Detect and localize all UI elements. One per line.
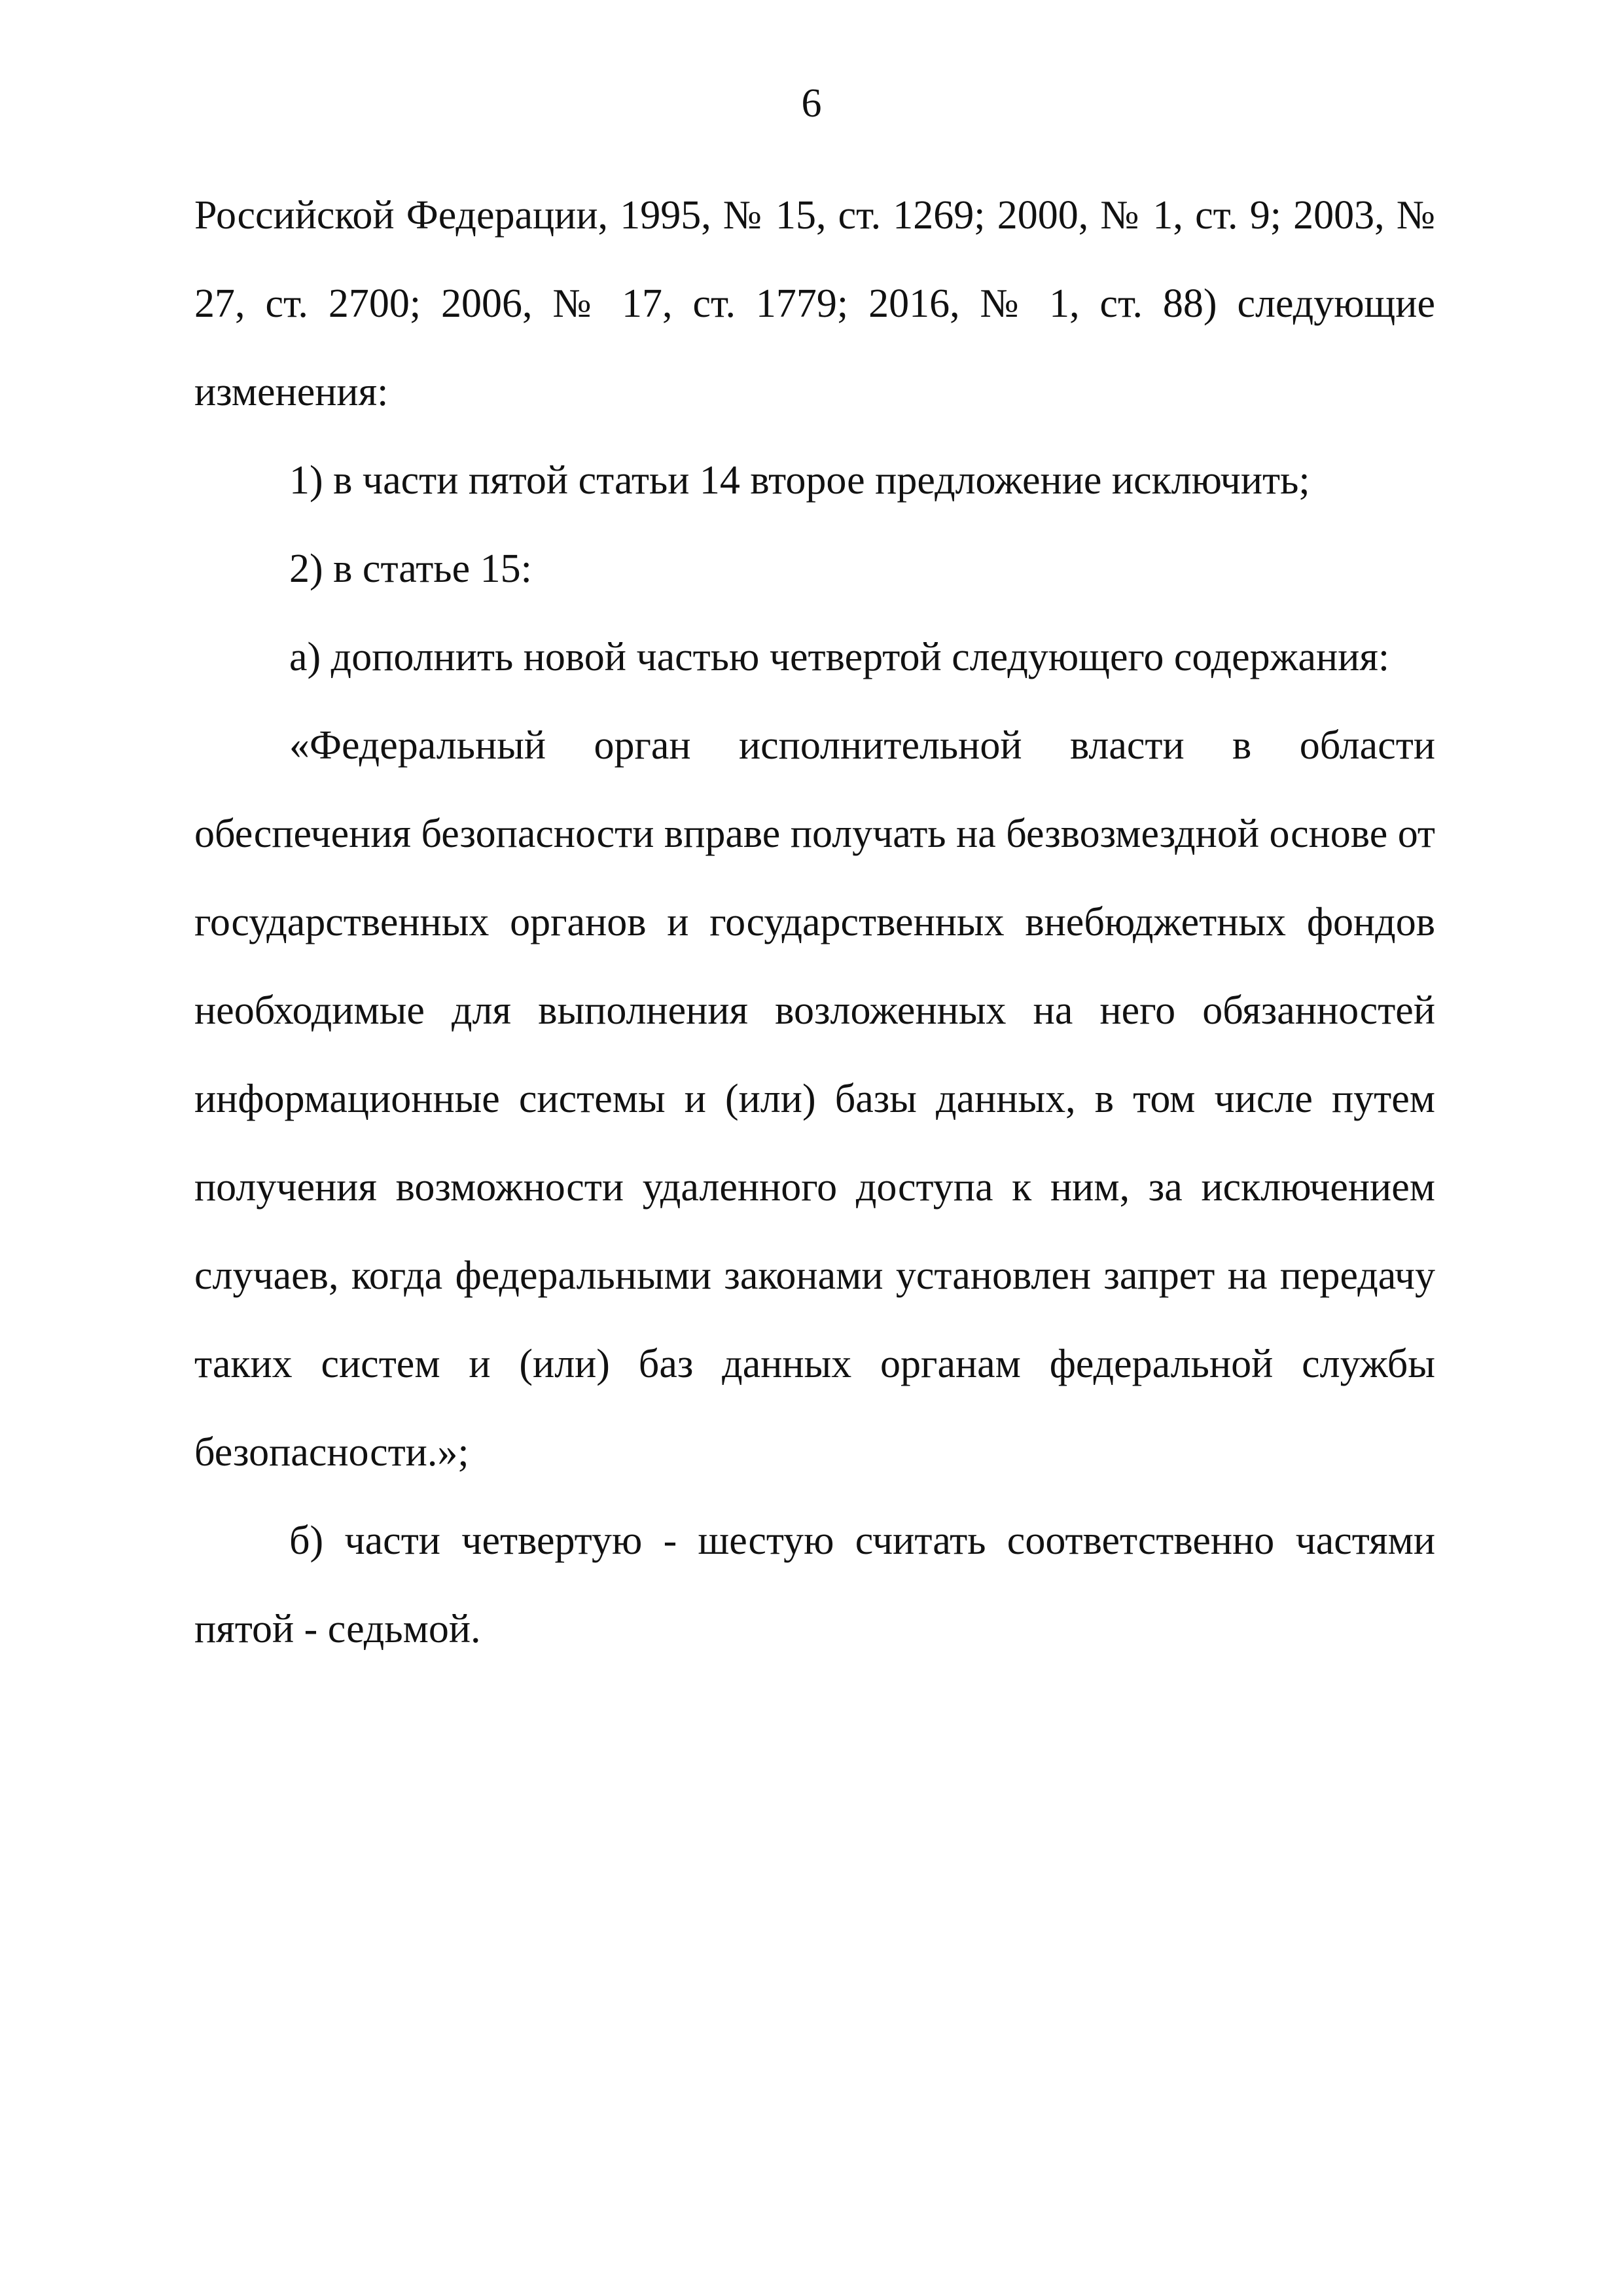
page-number: 6 [801,81,822,126]
paragraph-quoted-amendment: «Федеральный орган исполнительной власти в области обеспечения безопасности вправе получать на безвозмездной основе от государственных органов и государственных внебюджетных фондов необходимые для выполнения возложенных на него обязанностей информационные системы и (или) базы данных, в том числе путем получения возможности удаленного доступа к ним, за исключением случаев, когда федеральными законами установлен запрет на передачу таких систем и (или) баз данных органам федеральной службы безопасности.»; [194,723,1435,1475]
paragraph-item-1: 1) в части пятой статьи 14 второе предложение исключить; [289,458,1310,503]
paragraph-subitem-a: а) дополнить новой частью четвертой следующего содержания: [289,635,1390,679]
document-body [194,171,1435,1674]
paragraph-item-2: 2) в статье 15: [289,547,532,591]
paragraph-citation-continuation: Российской Федерации, 1995, № 15, ст. 1269; 2000, № 1, ст. 9; 2003, № 27, ст. 2700; 2006, № 17, ст. 1779; 2016, № 1, ст. 88) следующие изменения: [194,193,1435,414]
paragraph-subitem-b: б) части четвертую - шестую считать соответственно частями пятой - седьмой. [194,1518,1435,1651]
